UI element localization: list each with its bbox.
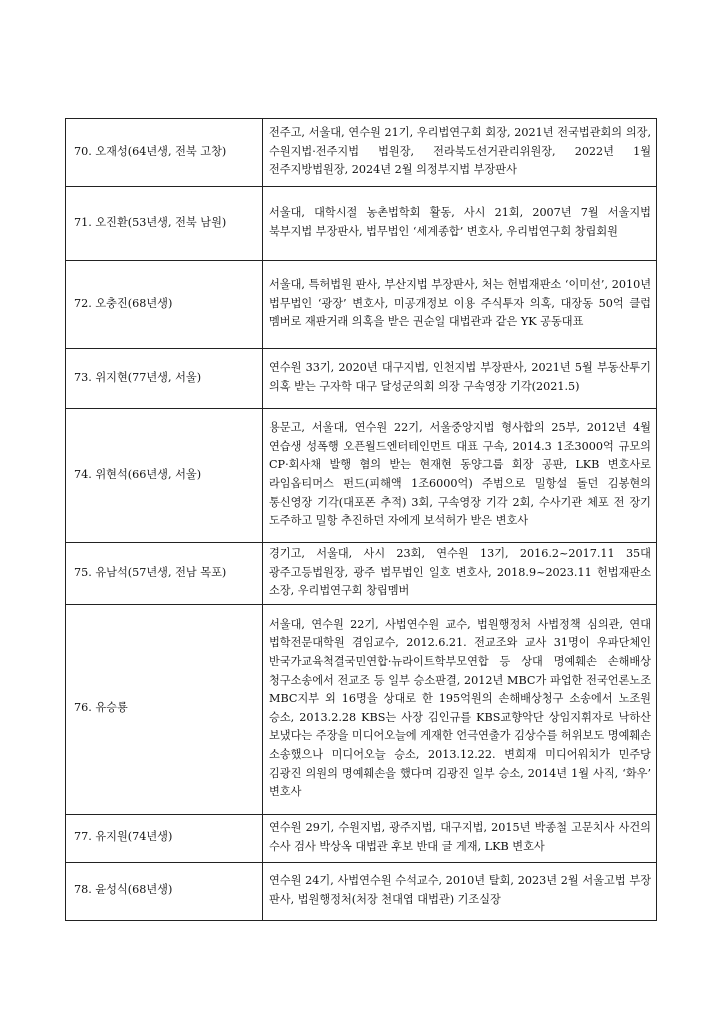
- person-description: 연수원 33기, 2020년 대구지법, 인천지법 부장판사, 2021년 5월 부동산투기 의혹 받는 구자학 대구 달성군의회 의장 구속영장 기각(2021.5): [263, 349, 657, 409]
- person-name: 73. 위지현(77년생, 서울): [66, 349, 263, 409]
- judges-table: [65, 118, 657, 921]
- person-description: 전주고, 서울대, 연수원 21기, 우리법연구회 회장, 2021년 전국법관회의 의장, 수원지법·전주지법 법원장, 전라북도선거관리위원장, 2022년 1월 전주지방법원장, 2024년 2월 의정부지법 부장판사: [263, 119, 657, 187]
- table-row: [66, 604, 657, 814]
- table-row: [66, 119, 657, 187]
- table-row: [66, 543, 657, 605]
- person-name: 78. 윤성식(68년생): [66, 862, 263, 920]
- person-name: 76. 유승룡: [66, 604, 263, 814]
- person-name: 71. 오진환(53년생, 전북 남원): [66, 187, 263, 261]
- table-row: [66, 349, 657, 409]
- person-name: 75. 유남석(57년생, 전남 목포): [66, 543, 263, 605]
- person-description: 연수원 29기, 수원지법, 광주지법, 대구지법, 2015년 박종철 고문치사 사건의 수사 검사 박상옥 대법관 후보 반대 글 게재, LKB 변호사: [263, 814, 657, 862]
- table-row: [66, 187, 657, 261]
- person-description: 경기고, 서울대, 사시 23회, 연수원 13기, 2016.2~2017.11 35대 광주고등법원장, 광주 법무법인 일호 변호사, 2018.9~2023.11 헌법재판소 소장, 우리법연구회 창립멤버: [263, 543, 657, 605]
- person-description: 서울대, 특허법원 판사, 부산지법 부장판사, 처는 헌법재판소 ‘이미선’, 2010년 법무법인 ‘광장’ 변호사, 미공개정보 이용 주식투자 의혹, 대장동 50억 클럽 멤버로 재판거래 의혹을 받은 권순일 대법관과 같은 YK 공동대표: [263, 261, 657, 349]
- table-row: [66, 261, 657, 349]
- person-description: 서울대, 대학시절 농촌법학회 활동, 사시 21회, 2007년 7월 서울지법 북부지법 부장판사, 법무법인 ‘세계종합’ 변호사, 우리법연구회 창립회원: [263, 187, 657, 261]
- person-name: 77. 유지원(74년생): [66, 814, 263, 862]
- table-row: [66, 862, 657, 920]
- person-description: 연수원 24기, 사법연수원 수석교수, 2010년 탈회, 2023년 2월 서울고법 부장 판사, 법원행정처(처장 천대엽 대법관) 기조실장: [263, 862, 657, 920]
- table-row: [66, 409, 657, 543]
- table-row: [66, 814, 657, 862]
- person-name: 74. 위현석(66년생, 서울): [66, 409, 263, 543]
- person-name: 70. 오재성(64년생, 전북 고창): [66, 119, 263, 187]
- person-name: 72. 오충진(68년생): [66, 261, 263, 349]
- person-description: 용문고, 서울대, 연수원 22기, 서울중앙지법 형사합의 25부, 2012년 4월 연습생 성폭행 오픈월드엔터테인먼트 대표 구속, 2014.3 1조3000억 규모의 CP·회사채 발행 혐의 받는 현재현 동양그룹 회장 공판, LKB 변호사로 라임옵티머스 펀드(피해액 1조6000억) 주범으로 밀항설 돌던 김봉현의 통신영장 기각(대포폰 추적) 3회, 구속영장 기각 2회, 수사기관 체포 전 장기 도주하고 밀항 추진하던 자에게 보석허가 받은 변호사: [263, 409, 657, 543]
- person-description: 서울대, 연수원 22기, 사법연수원 교수, 법원행정처 사법정책 심의관, 연대 법학전문대학원 겸임교수, 2012.6.21. 전교조와 교사 31명이 우파단체인 반국가교육척결국민연합·뉴라이트학부모연합 등 상대 명예훼손 손해배상 청구소송에서 전교조 등 일부 승소판결, 2012년 MBC가 파업한 전국언론노조 MBC지부 외 16명을 상대로 한 195억원의 손해배상청구 소송에서 노조원 승소, 2013.2.28 KBS는 사장 김인규를 KBS교향악단 상임지휘자로 낙하산 보냈다는 주장을 미디어오늘에 게재한 언극연출가 김상수를 허위보도 명예훼손 소송했으나 미디어오늘 승소, 2013.12.22. 변희재 미디어워치가 민주당 김광진 의원의 명예훼손을 했다며 김광진 일부 승소, 2014년 1월 사직, ‘화우’ 변호사: [263, 604, 657, 814]
